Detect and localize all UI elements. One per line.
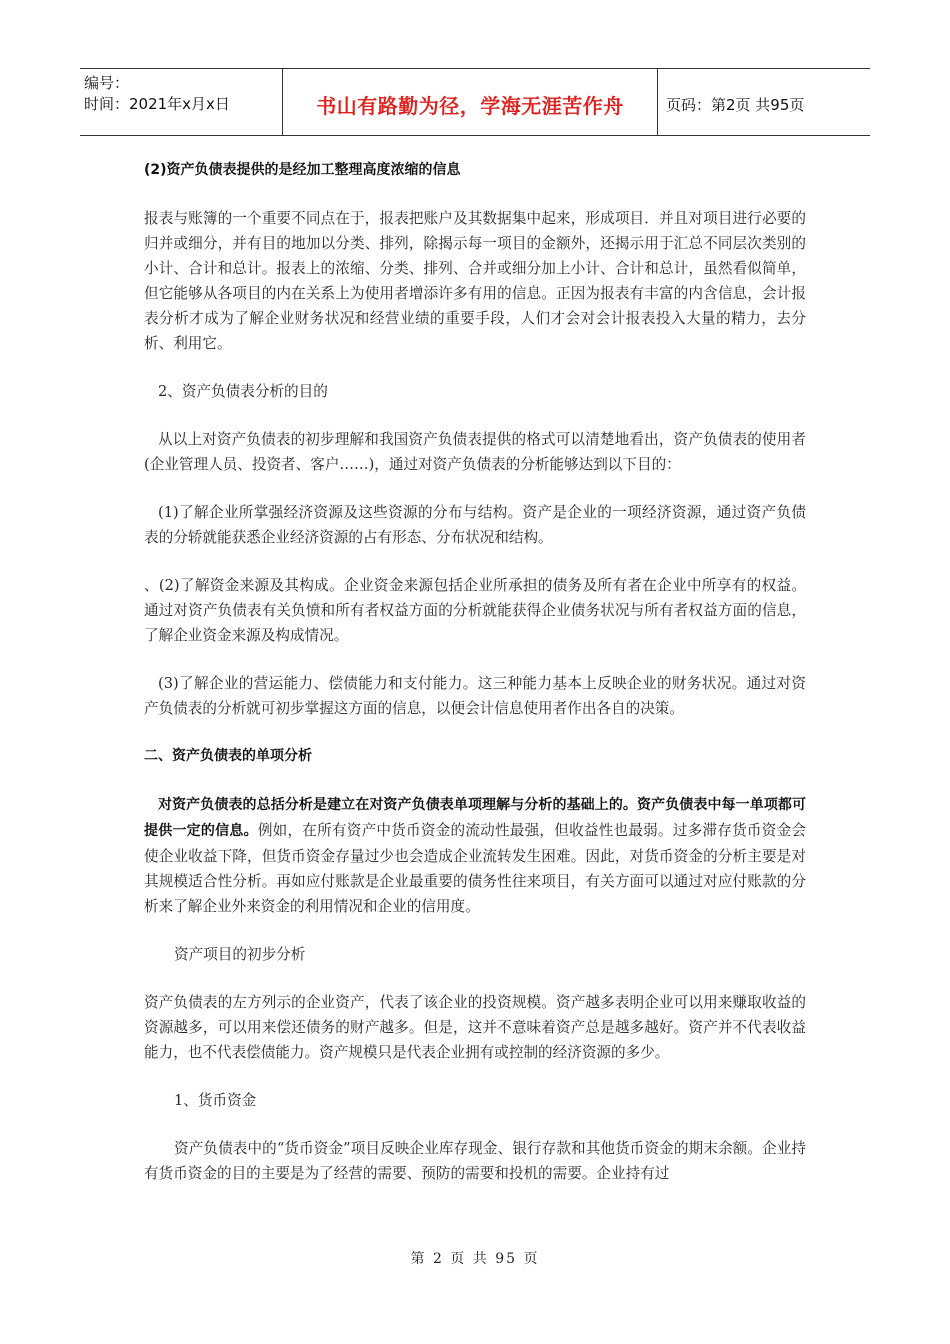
page-header (80, 68, 870, 136)
header-page-cell (658, 69, 870, 135)
page-footer: 第 2 页 共 95 页 (410, 1251, 540, 1267)
document-body (144, 158, 806, 1209)
number-label: 编号： (84, 74, 130, 92)
paragraph-purpose-1: (1)了解企业所掌强经济资源及这些资源的分布与结构。资产是企业的一项经济资源，通过资产负债表的分轿就能获悉企业经济资源的占有形态、分布状况和结构。 (144, 504, 806, 546)
heading-single-item-analysis: 二、资产负债表的单项分析 (144, 748, 312, 764)
paragraph-single-item (144, 792, 806, 919)
heading-asset-items: 资产项目的初步分析 (174, 946, 306, 963)
paragraph-single-item-bold: 对资产负债表的总括分析是建立在对资产负债表单项理解与分析的基础上的。资产负债表中每一单项都可提供一定的信息。 (144, 797, 806, 839)
paragraph-purpose-intro: 从以上对资产负债表的初步理解和我国资产负债表提供的格式可以清楚地看出，资产负债表的使用者(企业管理人员、投资者、客户……)，通过对资产负债表的分析能够达到以下目的： (144, 431, 806, 473)
page-info: 页码：第2页 共95页 (666, 95, 805, 114)
paragraph-single-item-rest: 例如，在所有资产中货币资金的流动性最强，但收益性也最弱。过多滞存货币资金会使企业收益下降，但货币资金存量过少也会造成企业流转发生困难。因此，对货币资金的分析主要是对其规模适合性分析。再如应付账款是企业最重要的债务性往来项目，有关方面可以通过对应付账款的分析来了解企业外来资金的利用情况和企业的信用度。 (144, 822, 806, 915)
heading-monetary-funds: 1、货币资金 (174, 1092, 257, 1109)
paragraph-monetary-funds: 资产负债表中的“货币资金”项目反映企业库存现金、银行存款和其他货币资金的期末余额。企业持有货币资金的目的主要是为了经营的需要、预防的需要和投机的需要。企业持有过 (144, 1140, 806, 1182)
motto: 书山有路勤为径，学海无涯苦作舟 (316, 93, 624, 118)
header-meta (80, 69, 282, 135)
paragraph-purpose-3: (3)了解企业的营运能力、偿债能力和支付能力。这三种能力基本上反映企业的财务状况。通过对资产负债表的分析就可初步掌握这方面的信息，以便会计信息使用者作出各自的决策。 (144, 675, 806, 717)
paragraph-report-vs-ledger: 报表与账簿的一个重要不同点在于，报表把账户及其数据集中起来，形成项目．并且对项目进行必要的归并或细分，并有目的地加以分类、排列，除揭示每一项目的金额外，还揭示用于汇总不同层次类别的小计、合计和总计。报表上的浓缩、分类、排列、合并或细分加上小计、合计和总计，虽然看似简单，但它能够从各项目的内在关系上为使用者增添许多有用的信息。正因为报表有丰富的内含信息，会计报表分析才成为了解企业财务状况和经营业绩的重要手段，人们才会对会计报表投入大量的精力，去分析、利用它。 (144, 210, 806, 352)
header-motto-cell (282, 69, 658, 135)
heading-info-condensed: (2)资产负债表提供的是经加工整理高度浓缩的信息 (144, 162, 461, 178)
paragraph-asset-scale: 资产负债表的左方列示的企业资产，代表了该企业的投资规模。资产越多表明企业可以用来赚取收益的资源越多，可以用来偿还债务的财产越多。但是，这并不意味着资产总是越多越好。资产并不代表收益能力，也不代表偿债能力。资产规模只是代表企业拥有或控制的经济资源的多少。 (144, 994, 806, 1061)
heading-analysis-purpose: 2、资产负债表分析的目的 (158, 383, 328, 400)
time-label: 时间：2021年x月x日 (84, 95, 230, 113)
paragraph-purpose-2: 、(2)了解资金来源及其构成。企业资金来源包括企业所承担的债务及所有者在企业中所享有的权益。通过对资产负债表有关负愤和所有者权益方面的分析就能获得企业债务状况与所有者权益方面的信息，了解企业资金来源及构成情况。 (144, 577, 806, 644)
